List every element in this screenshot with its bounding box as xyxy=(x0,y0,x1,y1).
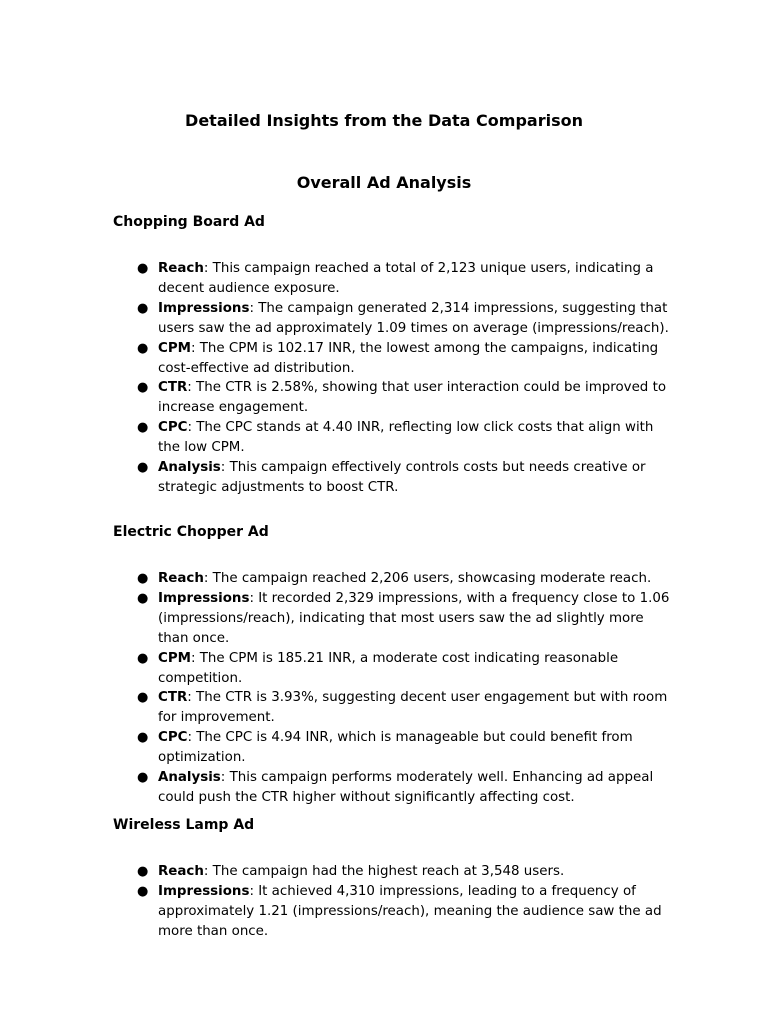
bullet-icon: ● xyxy=(137,883,149,899)
list-item xyxy=(113,418,673,458)
item-text: : The CPC is 4.94 INR, which is manageable but could benefit from optimization. xyxy=(158,730,633,766)
item-label: Impressions xyxy=(158,590,250,606)
item-label: Analysis xyxy=(158,770,221,786)
bullet-icon: ● xyxy=(137,380,149,396)
item-text: : The CPC stands at 4.40 INR, reflecting low click costs that align with the low CPM. xyxy=(158,420,654,456)
bullet-icon: ● xyxy=(137,300,149,316)
document-title: Detailed Insights from the Data Comparison xyxy=(185,111,583,130)
item-text: : This campaign performs moderately well. Enhancing ad appeal could push the CTR higher without significantly affecting cost. xyxy=(158,770,654,805)
item-label: Reach xyxy=(158,864,204,879)
item-label: Impressions xyxy=(158,883,250,899)
bullet-list xyxy=(113,259,673,498)
section-electric-chopper-ad xyxy=(113,522,673,808)
list-item xyxy=(113,299,673,339)
list-item xyxy=(113,862,673,882)
item-label: CPC xyxy=(158,730,188,746)
section-heading: Wireless Lamp Ad xyxy=(113,817,255,833)
item-label: Reach xyxy=(158,261,204,276)
list-item xyxy=(113,882,673,942)
bullet-icon: ● xyxy=(137,650,149,666)
item-text: : The CTR is 2.58%, showing that user interaction could be improved to increase engagement. xyxy=(158,380,667,416)
list-item xyxy=(113,589,673,649)
bullet-icon: ● xyxy=(137,770,149,786)
list-item xyxy=(113,768,673,808)
bullet-icon: ● xyxy=(137,690,149,706)
item-label: CTR xyxy=(158,690,188,706)
item-text: : It recorded 2,329 impressions, with a frequency close to 1.06 (impressions/reach), indicating that most users saw the ad slightly more than once. xyxy=(158,590,670,646)
item-text: : The campaign generated 2,314 impressions, suggesting that users saw the ad approximately 1.09 times on average (impressions/reach). xyxy=(158,300,669,336)
item-text: : This campaign reached a total of 2,123 unique users, indicating a decent audience exposure. xyxy=(158,261,654,296)
list-item xyxy=(113,649,673,689)
item-label: Analysis xyxy=(158,460,221,476)
item-text: : The CPM is 102.17 INR, the lowest among the campaigns, indicating cost-effective ad distribution. xyxy=(158,340,659,376)
item-text: : The CPM is 185.21 INR, a moderate cost indicating reasonable competition. xyxy=(158,650,619,686)
bullet-icon: ● xyxy=(137,590,149,606)
list-item xyxy=(113,688,673,728)
item-label: CPM xyxy=(158,650,191,666)
bullet-icon: ● xyxy=(137,261,149,276)
item-text: : The campaign reached 2,206 users, showcasing moderate reach. xyxy=(203,571,652,586)
bullet-icon: ● xyxy=(137,864,149,879)
item-label: CPM xyxy=(158,340,191,356)
item-label: Impressions xyxy=(158,300,250,316)
section-heading: Electric Chopper Ad xyxy=(113,524,269,540)
bullet-icon: ● xyxy=(137,730,149,746)
item-text: : It achieved 4,310 impressions, leading to a frequency of approximately 1.21 (impressions/reach), meaning the audience saw the ad more than once. xyxy=(158,883,662,939)
list-item xyxy=(113,378,673,418)
item-text: : The CTR is 3.93%, suggesting decent user engagement but with room for improvement. xyxy=(158,690,668,726)
bullet-icon: ● xyxy=(137,460,149,476)
bullet-list xyxy=(113,862,673,942)
list-item xyxy=(113,569,673,589)
list-item xyxy=(113,458,673,498)
section-wireless-lamp-ad xyxy=(113,815,673,942)
item-text: : This campaign effectively controls costs but needs creative or strategic adjustments to boost CTR. xyxy=(158,460,646,495)
bullet-list xyxy=(113,569,673,808)
list-item xyxy=(113,259,673,299)
list-item xyxy=(113,339,673,379)
item-label: CPC xyxy=(158,420,188,436)
item-text: : The campaign had the highest reach at 3,548 users. xyxy=(203,864,565,879)
list-item xyxy=(113,728,673,768)
document-subtitle: Overall Ad Analysis xyxy=(296,173,472,192)
section-chopping-board-ad xyxy=(113,212,673,498)
bullet-icon: ● xyxy=(137,340,149,356)
section-heading: Chopping Board Ad xyxy=(113,214,265,230)
bullet-icon: ● xyxy=(137,420,149,436)
item-label: CTR xyxy=(158,380,188,396)
item-label: Reach xyxy=(158,571,204,586)
bullet-icon: ● xyxy=(137,571,149,586)
